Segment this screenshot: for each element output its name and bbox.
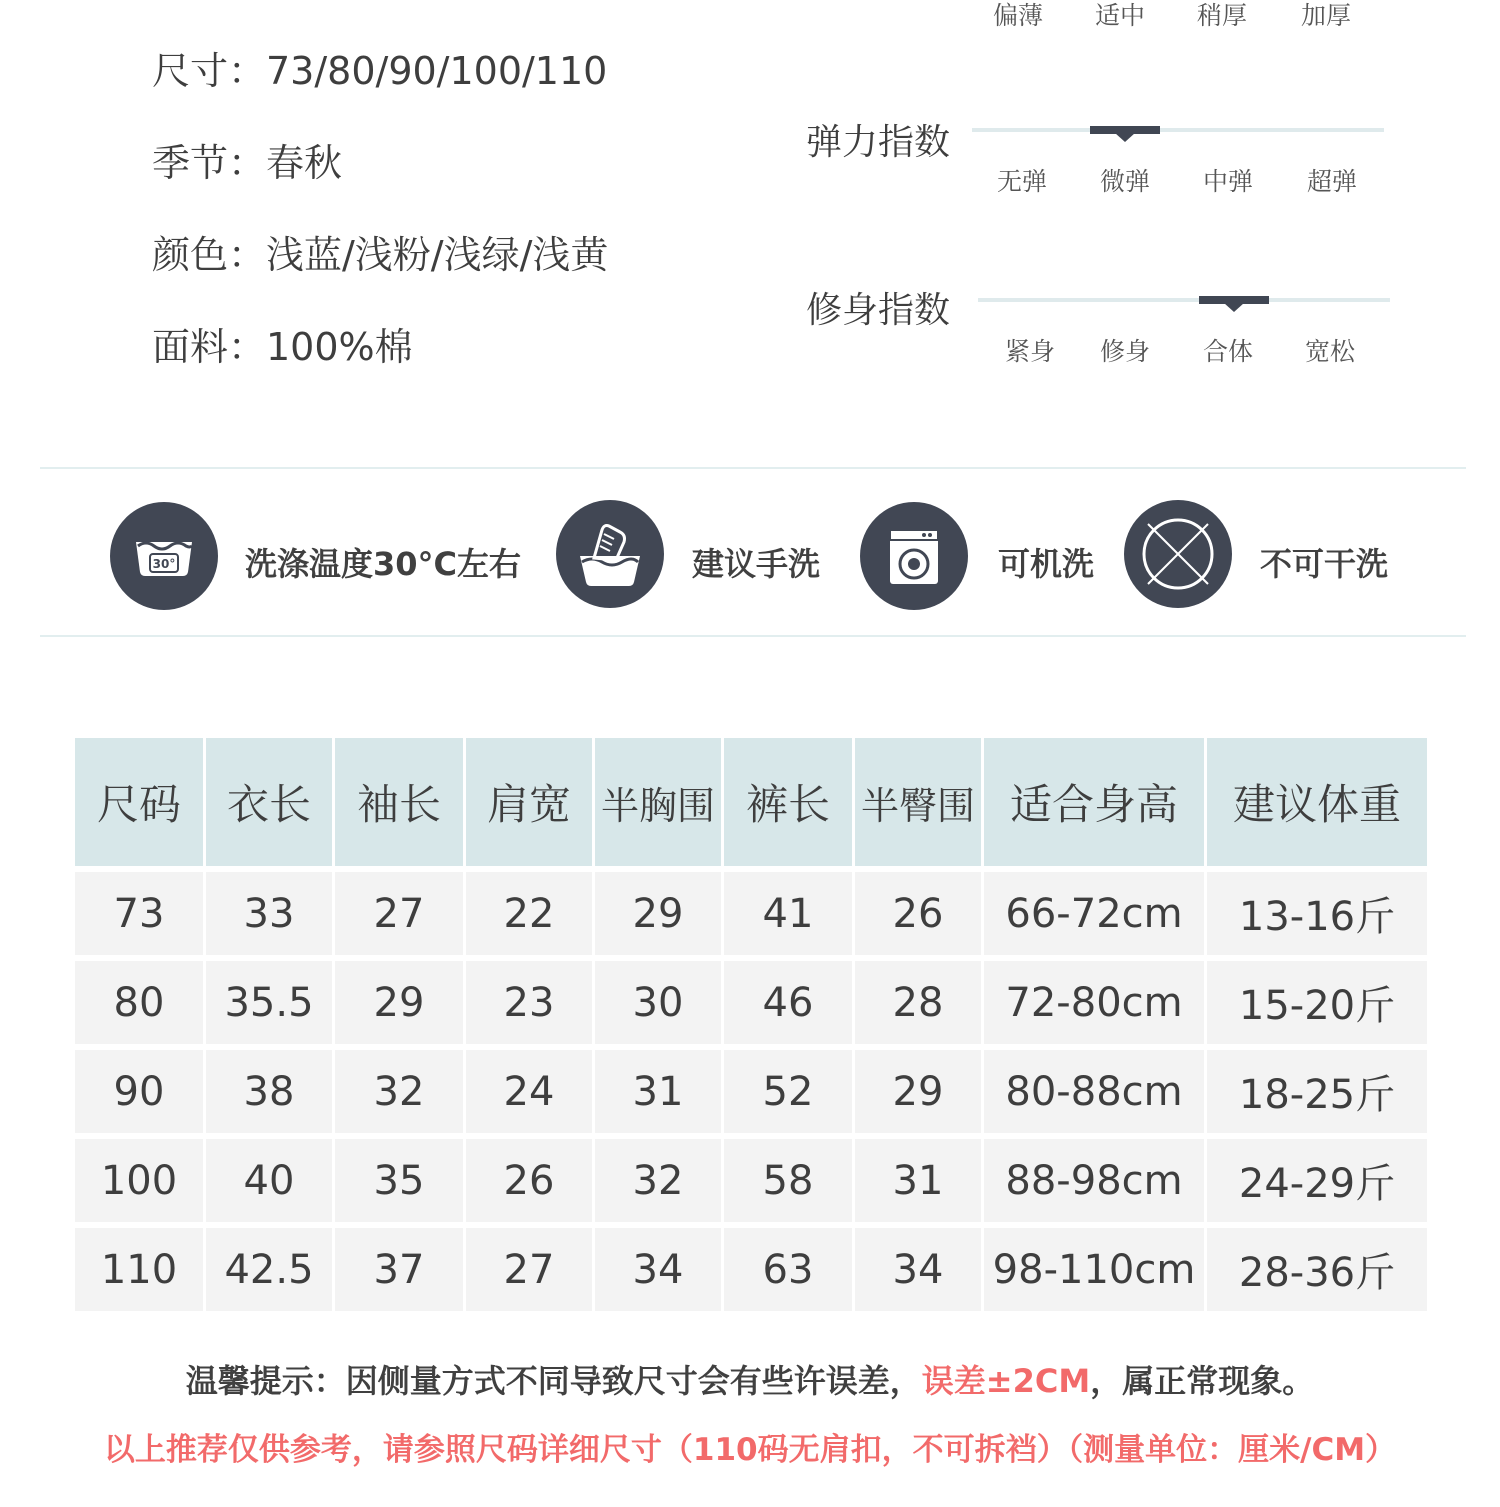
- table-header-cell: 半臀围: [855, 738, 981, 866]
- fit-label: 合体: [1202, 337, 1253, 366]
- care-label-no-dry-clean: 不可干洗: [1260, 545, 1389, 583]
- thickness-label: 适中: [1094, 1, 1145, 30]
- table-cell: 35.5: [206, 961, 332, 1044]
- fit-marker: [1199, 296, 1269, 304]
- table-cell: 42.5: [206, 1228, 332, 1311]
- hand-wash-icon: [556, 500, 664, 608]
- table-row: [75, 872, 1427, 955]
- table-cell: 29: [335, 961, 463, 1044]
- table-cell: 18-25斤: [1207, 1050, 1427, 1133]
- table-cell: 27: [335, 872, 463, 955]
- table-row: [75, 1228, 1427, 1311]
- table-cell: 29: [595, 872, 721, 955]
- no-dry-clean-icon: [1124, 500, 1232, 608]
- spec-season: 季节：春秋: [152, 141, 343, 185]
- elasticity-label: 无弹: [996, 167, 1047, 196]
- table-cell: 73: [75, 872, 203, 955]
- table-cell: 31: [595, 1050, 721, 1133]
- thickness-label: 加厚: [1300, 1, 1351, 30]
- table-cell: 28: [855, 961, 981, 1044]
- tip-prefix: 温馨提示：因侧量方式不同导致尺寸会有些许误差，: [185, 1362, 922, 1400]
- table-cell: 80-88cm: [984, 1050, 1204, 1133]
- table-cell: 23: [466, 961, 592, 1044]
- table-cell: 38: [206, 1050, 332, 1133]
- elasticity-title: 弹力指数: [806, 122, 951, 163]
- reference-note: 以上推荐仅供参考，请参照尺码详细尺寸（110码无肩扣，不可拆裆）（测量单位：厘米/CM）: [103, 1432, 1397, 1468]
- table-cell: 72-80cm: [984, 961, 1204, 1044]
- divider-top: [40, 467, 1466, 469]
- table-row: [75, 1139, 1427, 1222]
- table-header-cell: 裤长: [724, 738, 852, 866]
- elasticity-label: 微弹: [1099, 167, 1150, 196]
- table-cell: 80: [75, 961, 203, 1044]
- table-cell: 15-20斤: [1207, 961, 1427, 1044]
- table-cell: 58: [724, 1139, 852, 1222]
- table-cell: 26: [466, 1139, 592, 1222]
- table-header-cell: 衣长: [206, 738, 332, 866]
- thickness-label: 偏薄: [992, 1, 1043, 30]
- table-cell: 22: [466, 872, 592, 955]
- fit-bar: [978, 298, 1390, 302]
- elasticity-label: 超弹: [1306, 167, 1357, 196]
- table-row: [75, 1050, 1427, 1133]
- tip-suffix: ，属正常现象。: [1090, 1362, 1315, 1400]
- wash-temp-text: 30°: [152, 557, 176, 571]
- fit-label: 修身: [1099, 337, 1150, 366]
- table-cell: 29: [855, 1050, 981, 1133]
- elasticity-bar: [972, 128, 1384, 132]
- care-label-hand-wash: 建议手洗: [692, 545, 821, 583]
- table-cell: 31: [855, 1139, 981, 1222]
- elasticity-label: 中弹: [1202, 167, 1253, 196]
- table-cell: 40: [206, 1139, 332, 1222]
- table-cell: 13-16斤: [1207, 872, 1427, 955]
- table-cell: 52: [724, 1050, 852, 1133]
- fit-title: 修身指数: [806, 290, 951, 331]
- elasticity-marker: [1090, 126, 1160, 134]
- table-cell: 88-98cm: [984, 1139, 1204, 1222]
- table-header-cell: 尺码: [75, 738, 203, 866]
- table-cell: 30: [595, 961, 721, 1044]
- care-label-wash-temp: 洗涤温度30°C左右: [245, 545, 522, 583]
- wash-30-icon: [110, 502, 218, 610]
- size-table: [72, 732, 1430, 1317]
- table-cell: 37: [335, 1228, 463, 1311]
- table-header-cell: 半胸围: [595, 738, 721, 866]
- table-header-cell: 肩宽: [466, 738, 592, 866]
- table-cell: 24: [466, 1050, 592, 1133]
- table-cell: 100: [75, 1139, 203, 1222]
- table-cell: 90: [75, 1050, 203, 1133]
- table-cell: 34: [595, 1228, 721, 1311]
- thickness-label: 稍厚: [1196, 1, 1247, 30]
- table-cell: 41: [724, 872, 852, 955]
- table-cell: 63: [724, 1228, 852, 1311]
- table-header-cell: 建议体重: [1207, 738, 1427, 866]
- table-cell: 24-29斤: [1207, 1139, 1427, 1222]
- measurement-tip: [0, 1356, 1500, 1402]
- divider-bottom: [40, 635, 1466, 637]
- spec-color: 颜色：浅蓝/浅粉/浅绿/浅黄: [152, 233, 609, 277]
- washing-machine-icon: [860, 502, 968, 610]
- table-cell: 33: [206, 872, 332, 955]
- table-header-cell: 袖长: [335, 738, 463, 866]
- table-cell: 46: [724, 961, 852, 1044]
- table-cell: 32: [335, 1050, 463, 1133]
- table-cell: 35: [335, 1139, 463, 1222]
- table-cell: 110: [75, 1228, 203, 1311]
- fit-label: 紧身: [1004, 337, 1055, 366]
- table-cell: 32: [595, 1139, 721, 1222]
- table-cell: 28-36斤: [1207, 1228, 1427, 1311]
- table-cell: 98-110cm: [984, 1228, 1204, 1311]
- table-cell: 27: [466, 1228, 592, 1311]
- tip-highlight: 误差±2CM: [921, 1362, 1091, 1400]
- care-label-machine-wash: 可机洗: [998, 545, 1095, 583]
- fit-label: 宽松: [1304, 337, 1355, 366]
- table-row: [75, 961, 1427, 1044]
- spec-fabric: 面料：100%棉: [152, 325, 413, 369]
- table-cell: 66-72cm: [984, 872, 1204, 955]
- table-header-cell: 适合身高: [984, 738, 1204, 866]
- table-cell: 26: [855, 872, 981, 955]
- spec-size: 尺寸：73/80/90/100/110: [152, 49, 608, 93]
- table-header-row: [75, 738, 1427, 866]
- table-cell: 34: [855, 1228, 981, 1311]
